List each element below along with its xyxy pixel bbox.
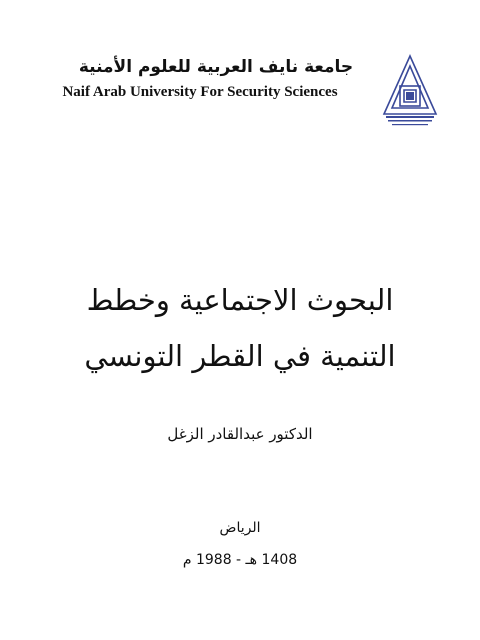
book-title [40,272,440,384]
book-author: الدكتور عبدالقادر الزغل [167,425,313,443]
publication-city: الرياض [219,520,261,536]
university-name-arabic: جامعة نايف العربية للعلوم الأمنية [78,57,354,77]
book-title-line-1: البحوث الاجتماعية وخطط [86,283,394,317]
book-title-line-2: التنمية في القطر التونسي [84,339,396,373]
university-name-english: Naif Arab University For Security Sciences [62,84,338,100]
publication-date: 1408 هـ - 1988 م [182,552,298,568]
university-seal-icon [378,50,442,134]
